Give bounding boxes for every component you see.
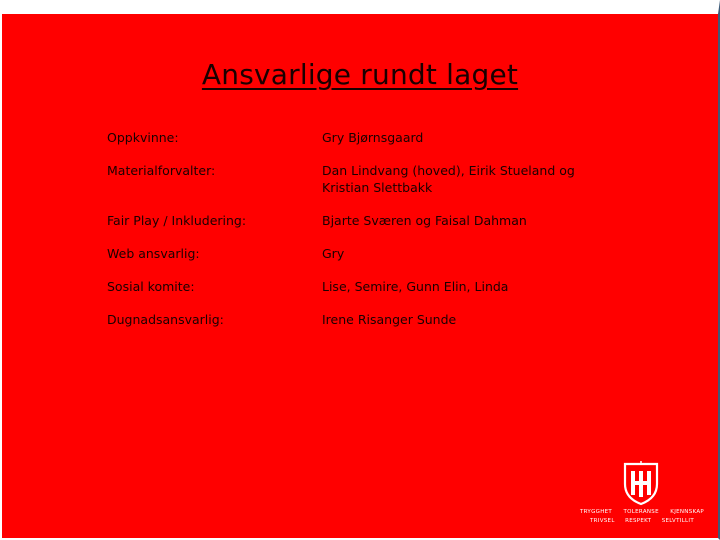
logo-motto xyxy=(580,508,704,526)
role-person: Gry Bjørnsgaard xyxy=(322,130,424,145)
motto-word: TRIVSEL xyxy=(590,518,615,524)
role-label: Fair Play / Inkludering: xyxy=(107,213,247,228)
motto-word: TRYGGHET xyxy=(580,509,613,515)
list-item xyxy=(107,245,587,262)
role-person: Irene Risanger Sunde xyxy=(322,312,457,327)
role-label: Sosial komite: xyxy=(107,279,195,294)
role-person: Bjarte Sværen og Faisal Dahman xyxy=(322,213,527,228)
role-person: Lise, Semire, Gunn Elin, Linda xyxy=(322,279,509,294)
role-label: Materialforvalter: xyxy=(107,163,216,178)
list-item xyxy=(107,129,587,146)
role-person: Dan Lindvang (hoved), Eirik Stueland og Kristian Slettbakk xyxy=(322,163,575,195)
list-item xyxy=(107,162,587,196)
role-label: Oppkvinne: xyxy=(107,130,179,145)
role-person: Gry xyxy=(322,246,345,261)
motto-word: KJENNSKAP xyxy=(670,509,704,515)
club-shield-icon xyxy=(622,460,660,506)
list-item xyxy=(107,311,587,328)
club-logo xyxy=(580,460,704,530)
roles-list xyxy=(107,129,587,344)
motto-word: RESPEKT xyxy=(625,518,652,524)
role-label: Web ansvarlig: xyxy=(107,246,200,261)
role-label: Dugnadsansvarlig: xyxy=(107,312,224,327)
list-item xyxy=(107,212,587,229)
page-title: Ansvarlige rundt laget xyxy=(201,58,519,91)
motto-word: TOLERANSE xyxy=(623,509,659,515)
motto-word: SELVTILLIT xyxy=(661,518,694,524)
list-item xyxy=(107,278,587,295)
